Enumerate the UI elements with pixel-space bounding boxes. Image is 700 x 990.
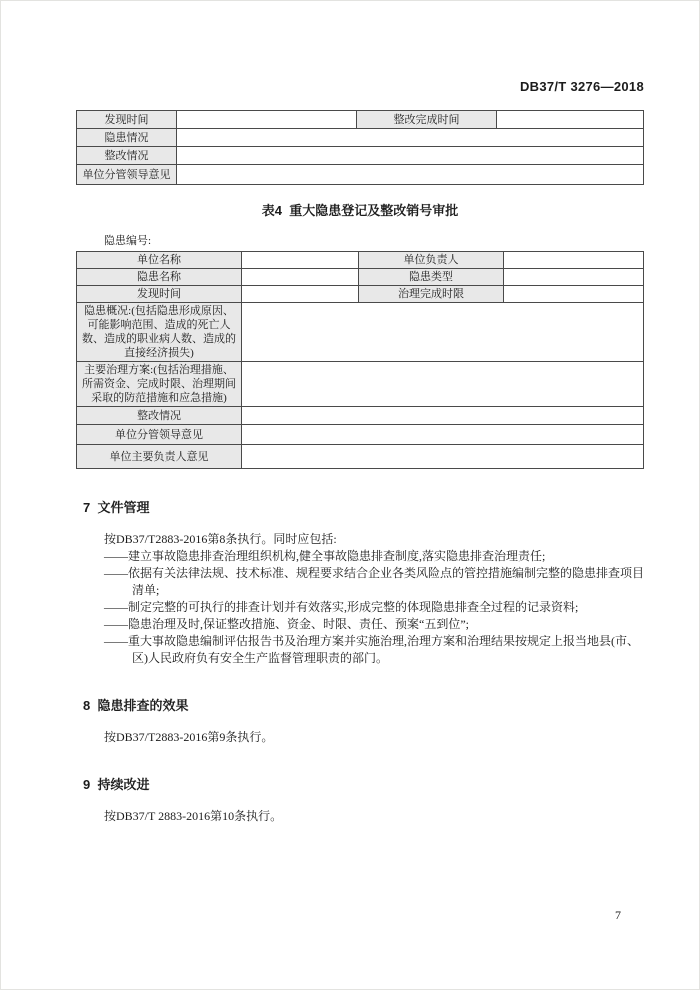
- label-cell: 整改情况: [77, 407, 242, 425]
- label-cell: 主要治理方案:(包括治理措施、所需资金、完成时限、治理期间采取的防范措施和应急措施): [77, 362, 242, 407]
- section-7-intro: 按DB37/T2883-2016第8条执行。同时应包括:: [104, 532, 337, 546]
- section-7-item: ——依据有关法律法规、技术标准、规程要求结合企业各类风险点的管控措施编制完整的隐患排查项目清单;: [104, 566, 645, 597]
- label-cell: 整改情况: [77, 147, 177, 165]
- label-cell: 单位主要负责人意见: [77, 445, 242, 469]
- label-cell: 发现时间: [77, 286, 242, 303]
- table-row: [77, 286, 644, 303]
- blank-cell: [177, 129, 644, 147]
- blank-cell: [242, 269, 359, 286]
- page-number: 7: [615, 908, 621, 922]
- table4: [76, 251, 644, 469]
- label-cell: 隐患类型: [359, 269, 504, 286]
- section-8-body: 按DB37/T2883-2016第9条执行。: [104, 730, 274, 744]
- table-row: [77, 362, 644, 407]
- section-7-item: ——制定完整的可执行的排查计划并有效落实,形成完整的体现隐患排查全过程的记录资料;: [104, 600, 579, 614]
- table4-caption: 表4 重大隐患登记及整改销号审批: [261, 203, 459, 218]
- blank-cell: [242, 286, 359, 303]
- section-9-heading: 9 持续改进: [83, 777, 150, 792]
- table-row: [77, 252, 644, 269]
- blank-cell: [242, 303, 644, 362]
- label-cell: 单位分管领导意见: [77, 425, 242, 445]
- table-row: [77, 111, 644, 129]
- hazard-code-label: 隐患编号:: [104, 235, 152, 247]
- blank-cell: [504, 252, 644, 269]
- page-content: [1, 1, 699, 825]
- label-cell: 发现时间: [77, 111, 177, 129]
- doc-code-header: DB37/T 3276—2018: [519, 79, 644, 94]
- blank-cell: [242, 252, 359, 269]
- label-cell: 隐患概况:(包括隐患形成原因、可能影响范围、造成的死亡人数、造成的职业病人数、造成的直接经济损失): [77, 303, 242, 362]
- section-8-heading: 8 隐患排查的效果: [83, 698, 189, 713]
- blank-cell: [242, 362, 644, 407]
- table-row: [77, 425, 644, 445]
- continuation-table: [76, 110, 644, 185]
- label-cell: 治理完成时限: [359, 286, 504, 303]
- table-row: [77, 129, 644, 147]
- table-row: [77, 407, 644, 425]
- section-7-item: ——隐患治理及时,保证整改措施、资金、时限、责任、预案“五到位”;: [104, 617, 469, 631]
- blank-cell: [504, 269, 644, 286]
- section-7-item: ——建立事故隐患排查治理组织机构,健全事故隐患排查制度,落实隐患排查治理责任;: [104, 549, 546, 563]
- table-row: [77, 147, 644, 165]
- table-row: [77, 445, 644, 469]
- blank-cell: [504, 286, 644, 303]
- label-cell: 整改完成时间: [357, 111, 497, 129]
- blank-cell: [242, 407, 644, 425]
- label-cell: 单位名称: [77, 252, 242, 269]
- label-cell: 隐患情况: [77, 129, 177, 147]
- label-cell: 单位负责人: [359, 252, 504, 269]
- section-7-heading: 7 文件管理: [83, 500, 150, 515]
- blank-cell: [177, 111, 357, 129]
- blank-cell: [242, 425, 644, 445]
- blank-cell: [177, 165, 644, 185]
- section-9-body: 按DB37/T 2883-2016第10条执行。: [104, 809, 283, 823]
- blank-cell: [177, 147, 644, 165]
- blank-cell: [242, 445, 644, 469]
- table-row: [77, 303, 644, 362]
- blank-cell: [497, 111, 644, 129]
- label-cell: 隐患名称: [77, 269, 242, 286]
- section-7-item: ——重大事故隐患编制评估报告书及治理方案并实施治理,治理方案和治理结果按规定上报当地县(市、区)人民政府负有安全生产监督管理职责的部门。: [104, 634, 639, 665]
- table-row: [77, 165, 644, 185]
- table-row: [77, 269, 644, 286]
- label-cell: 单位分管领导意见: [77, 165, 177, 185]
